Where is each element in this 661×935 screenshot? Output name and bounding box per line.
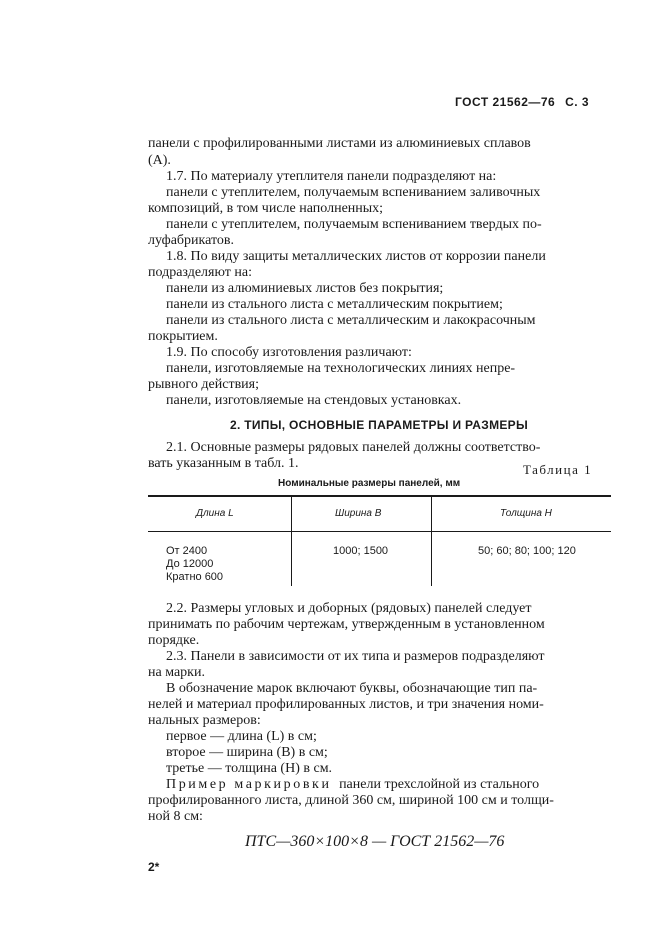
standard-number: ГОСТ 21562—76	[455, 95, 556, 109]
signature-mark: 2*	[148, 860, 160, 874]
running-header	[455, 95, 589, 109]
para-line: 1.9. По способу изготовления различают:	[166, 345, 412, 360]
para-line: В обозначение марок включают буквы, обозначающие тип па-	[166, 681, 538, 696]
marking-formula: ПТС—360×100×8 — ГОСТ 21562—76	[245, 833, 505, 850]
table-cell: От 2400	[166, 545, 208, 557]
page-number: С. 3	[565, 95, 590, 109]
table-label: Таблица 1	[523, 462, 593, 477]
para-line: на марки.	[148, 665, 205, 680]
para-line: принимать по рабочим чертежам, утвержденным в установленном	[148, 617, 545, 632]
table-column-divider	[431, 495, 432, 586]
para-line: композиций, в том числе наполненных;	[148, 201, 384, 216]
para-line: порядке.	[148, 633, 200, 648]
para-line: панели с утеплителем, получаемым вспениванием твердых по-	[166, 217, 542, 232]
table-cell: 1000; 1500	[333, 545, 389, 557]
header-length: Длина L	[196, 508, 234, 519]
para-line: подразделяют на:	[148, 265, 252, 280]
example-word: Пример маркировки	[166, 777, 332, 792]
para-line: покрытием.	[148, 329, 218, 344]
para-line: нелей и материал профилированных листов, и три значения номи-	[148, 697, 544, 712]
header-width: Ширина B	[335, 508, 382, 519]
para-line: 2.3. Панели в зависимости от их типа и размеров подразделяют	[166, 649, 545, 664]
para-line: луфабрикатов.	[148, 233, 235, 248]
table-header-rule	[148, 531, 611, 532]
para-line: панели из алюминиевых листов без покрытия;	[166, 281, 444, 296]
section-title: 2. ТИПЫ, ОСНОВНЫЕ ПАРАМЕТРЫ И РАЗМЕРЫ	[230, 418, 529, 432]
para-line: панели, изготовляемые на технологических линиях непре-	[166, 361, 516, 376]
para-line: панели из стального листа с металлическим покрытием;	[166, 297, 503, 312]
example-line	[166, 777, 539, 793]
para-line: панели с профилированными листами из алюминиевых сплавов	[148, 136, 531, 151]
para-line: панели, изготовляемые на стендовых установках.	[166, 393, 462, 408]
para-line: вать указанным в табл. 1.	[148, 456, 299, 471]
para-line: рывного действия;	[148, 377, 259, 392]
table-column-divider	[291, 495, 292, 586]
header-thickness: Толщина H	[500, 508, 552, 519]
table-cell: Кратно 600	[166, 571, 224, 583]
para-line: нальных размеров:	[148, 713, 261, 728]
para-line: панели с утеплителем, получаемым вспениванием заливочных	[166, 185, 541, 200]
table-cell: 50; 60; 80; 100; 120	[478, 545, 576, 557]
para-line: третье — толщина (H) в см.	[166, 761, 333, 776]
para-line: профилированного листа, длиной 360 см, шириной 100 см и толщи-	[148, 793, 554, 808]
para-line: 1.8. По виду защиты металлических листов от коррозии панели	[166, 249, 546, 264]
para-line: 2.1. Основные размеры рядовых панелей должны соответство-	[166, 440, 541, 455]
para-line: 2.2. Размеры угловых и доборных (рядовых) панелей следует	[166, 601, 532, 616]
para-line: 1.7. По материалу утеплителя панели подразделяют на:	[166, 169, 497, 184]
table-caption: Номинальные размеры панелей, мм	[278, 478, 461, 489]
para-line: второе — ширина (B) в см;	[166, 745, 328, 760]
para-line: (А).	[148, 153, 171, 168]
para-line: панели из стального листа с металлическим и лакокрасочным	[166, 313, 536, 328]
example-text: панели трехслойной из стального	[339, 777, 540, 792]
para-line: ной 8 см:	[148, 809, 203, 824]
para-line: первое — длина (L) в см;	[166, 729, 317, 744]
table-top-rule	[148, 495, 611, 497]
table-cell: До 12000	[166, 558, 214, 570]
